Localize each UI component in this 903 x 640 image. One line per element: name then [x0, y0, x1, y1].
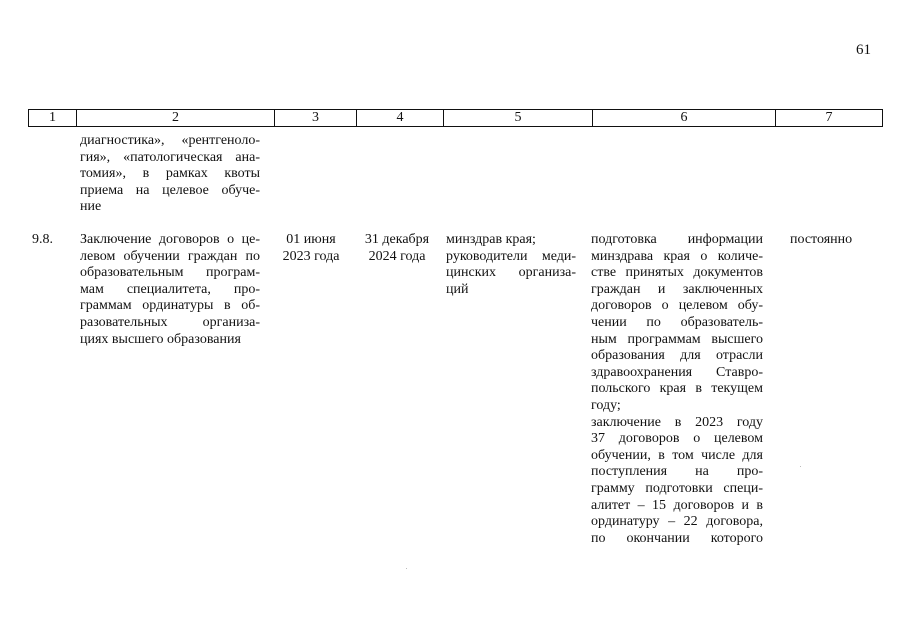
- text-line: здравоохранения Ставро-: [591, 364, 763, 380]
- text-line: ций: [446, 281, 469, 297]
- text-line: ным программам высшего: [591, 331, 763, 347]
- text-line: 37 договоров о целевом: [591, 431, 763, 447]
- text-line: договоров о целевом обу-: [591, 298, 763, 314]
- text-line: поступления на про-: [591, 464, 763, 480]
- text-line: разовательных организа-: [80, 314, 260, 330]
- text-line: образования для отрасли: [591, 348, 763, 364]
- text-line: томия», в рамках квоты: [80, 166, 260, 182]
- start-date: [275, 232, 347, 265]
- end-date: [357, 232, 437, 265]
- text-line: году;: [591, 397, 621, 413]
- text-line: 2024 года: [368, 248, 426, 264]
- header-col-7: 7: [776, 110, 883, 127]
- text-line: Заключение договоров о це-: [80, 232, 260, 247]
- header-col-1: 1: [29, 110, 77, 127]
- header-col-2: 2: [77, 110, 275, 127]
- text-line: граммам ординатуры в об-: [80, 298, 260, 314]
- text-line: образовательным програм-: [80, 265, 260, 281]
- text-line: мам специалитета, про-: [80, 281, 260, 297]
- scan-speck: [406, 568, 407, 569]
- text-line: руководители меди-: [446, 248, 576, 264]
- header-col-5: 5: [444, 110, 593, 127]
- expected-result: [591, 232, 763, 547]
- text-line: гия», «патологическая ана-: [80, 149, 260, 165]
- text-line: стве принятых документов: [591, 265, 763, 281]
- text-line: цинских организа-: [446, 265, 576, 281]
- execution-term: постоянно: [790, 232, 853, 247]
- header-col-4: 4: [357, 110, 444, 127]
- header-col-3: 3: [275, 110, 357, 127]
- responsible-executors: [446, 232, 576, 298]
- text-line: чении по образователь-: [591, 314, 763, 330]
- row-number: 9.8.: [32, 232, 53, 247]
- text-line: приема на целевое обуче-: [80, 182, 260, 198]
- text-line: минздрава края о количе-: [591, 248, 763, 264]
- scan-speck: [800, 466, 801, 467]
- text-line: подготовка информации: [591, 232, 763, 247]
- page-number: 61: [856, 42, 871, 58]
- text-line: циях высшего образования: [80, 331, 241, 347]
- continuation-text: [80, 133, 260, 216]
- text-line: грамму подготовки специ-: [591, 480, 763, 496]
- text-line: обучении, в том числе для: [591, 447, 763, 463]
- text-line: минздрав края;: [446, 232, 536, 247]
- text-line: граждан и заключенных: [591, 281, 763, 297]
- measure-description: [80, 232, 260, 348]
- text-line: диагностика», «рентгеноло-: [80, 133, 260, 148]
- header-row: [29, 110, 883, 127]
- text-line: левом обучении граждан по: [80, 248, 260, 264]
- text-line: заключение в 2023 году: [591, 414, 763, 430]
- header-col-6: 6: [593, 110, 776, 127]
- text-line: 2023 года: [282, 248, 340, 264]
- text-line: ординатуру – 22 договора,: [591, 514, 763, 530]
- text-line: алитет – 15 договоров и в: [591, 497, 763, 513]
- text-line: ние: [80, 199, 102, 215]
- text-line: по окончании которого: [591, 530, 763, 546]
- column-number-header: [28, 109, 883, 127]
- text-line: 31 декабря: [364, 232, 430, 247]
- text-line: 01 июня: [286, 232, 336, 247]
- text-line: польского края в текущем: [591, 381, 763, 397]
